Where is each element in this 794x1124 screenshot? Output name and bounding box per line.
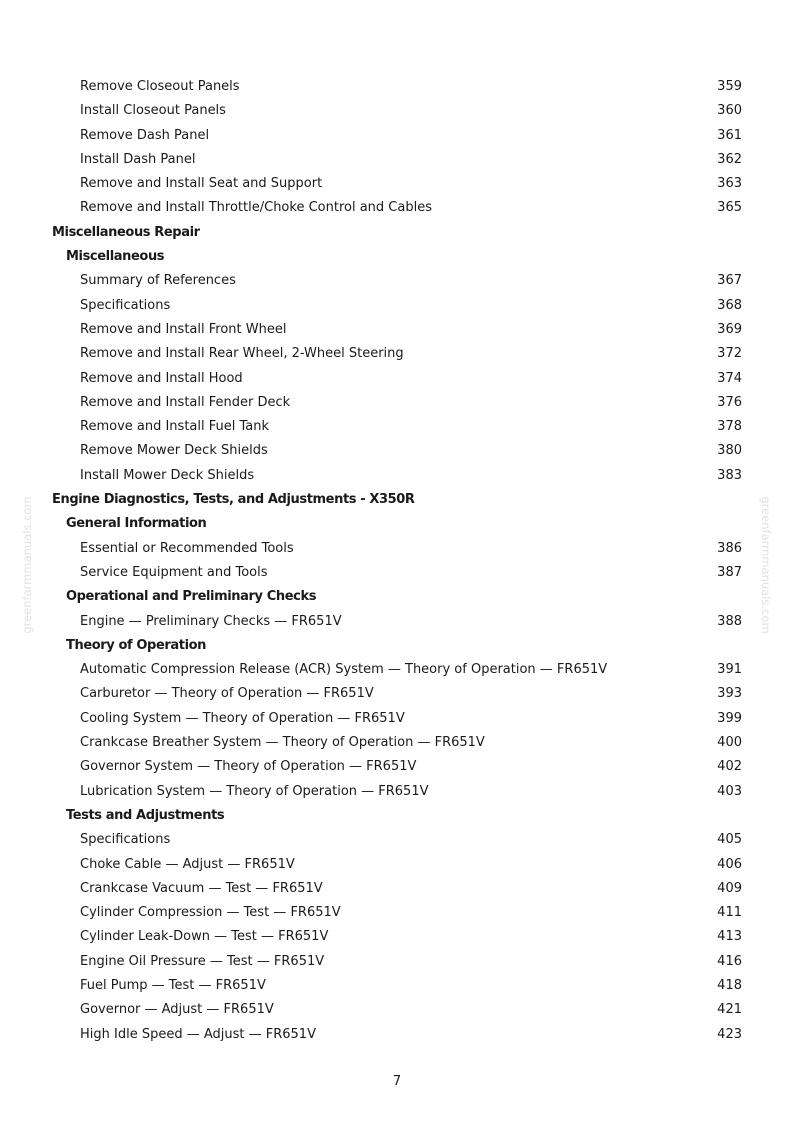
toc-entry-page: 399 bbox=[717, 710, 742, 726]
toc-entry-title: Summary of References bbox=[80, 273, 236, 289]
watermark-left: greenfarmmanuals.com bbox=[20, 496, 34, 634]
toc-entry-title: Crankcase Breather System — Theory of Operation — FR651V bbox=[80, 735, 485, 751]
toc-entry-page: 365 bbox=[717, 200, 742, 216]
toc-entry-title: Choke Cable — Adjust — FR651V bbox=[80, 856, 295, 872]
toc-entry-title: Engine — Preliminary Checks — FR651V bbox=[80, 613, 342, 629]
toc-entry[interactable] bbox=[0, 149, 794, 173]
toc-entry-page: 423 bbox=[717, 1026, 742, 1042]
toc-entry-title: Remove Dash Panel bbox=[80, 127, 210, 143]
toc-entry-page: 386 bbox=[717, 540, 742, 556]
page-number: 7 bbox=[392, 1074, 402, 1089]
toc-entry-page: 360 bbox=[717, 103, 742, 119]
toc-entry[interactable] bbox=[0, 368, 794, 392]
toc-subsection-heading bbox=[0, 805, 794, 829]
toc-entry-title: Remove and Install Fender Deck bbox=[80, 394, 291, 410]
toc-entry-title: Governor System — Theory of Operation — FR651V bbox=[80, 759, 417, 775]
toc-entry-page: 380 bbox=[717, 443, 742, 459]
toc-entry-title: Engine Oil Pressure — Test — FR651V bbox=[80, 953, 325, 969]
toc-subsection-heading bbox=[0, 246, 794, 270]
toc-entry[interactable] bbox=[0, 659, 794, 683]
toc-entry[interactable] bbox=[0, 829, 794, 853]
toc-entry-page: 409 bbox=[717, 880, 742, 896]
toc-entry-title: Carburetor — Theory of Operation — FR651V bbox=[80, 686, 374, 702]
toc-entry-title: Install Closeout Panels bbox=[80, 103, 226, 119]
toc-entry-page: 388 bbox=[717, 613, 742, 629]
toc-entry[interactable] bbox=[0, 392, 794, 416]
table-of-contents bbox=[0, 76, 794, 1048]
toc-entry-page: 363 bbox=[717, 176, 742, 192]
toc-entry[interactable] bbox=[0, 951, 794, 975]
toc-entry-title: Remove and Install Front Wheel bbox=[80, 321, 287, 337]
toc-entry-title: High Idle Speed — Adjust — FR651V bbox=[80, 1026, 316, 1042]
toc-entry-page: 416 bbox=[717, 953, 742, 969]
toc-entry-page: 374 bbox=[717, 370, 742, 386]
toc-subsection-heading bbox=[0, 513, 794, 537]
toc-entry-title: Remove Closeout Panels bbox=[80, 79, 240, 94]
toc-entry[interactable] bbox=[0, 440, 794, 464]
toc-entry[interactable] bbox=[0, 756, 794, 780]
toc-entry-title: Miscellaneous Repair bbox=[52, 224, 200, 240]
toc-entry-title: Remove and Install Throttle/Choke Control and Cables bbox=[80, 200, 432, 216]
toc-entry-page: 403 bbox=[717, 783, 742, 799]
toc-entry[interactable] bbox=[0, 878, 794, 902]
toc-entry-title: Remove Mower Deck Shields bbox=[80, 443, 268, 459]
toc-entry-title: Operational and Preliminary Checks bbox=[66, 589, 317, 605]
toc-entry[interactable] bbox=[0, 683, 794, 707]
toc-entry[interactable] bbox=[0, 781, 794, 805]
toc-entry[interactable] bbox=[0, 343, 794, 367]
toc-entry[interactable] bbox=[0, 125, 794, 149]
toc-entry[interactable] bbox=[0, 270, 794, 294]
toc-entry[interactable] bbox=[0, 611, 794, 635]
toc-entry[interactable] bbox=[0, 562, 794, 586]
toc-entry-title: Miscellaneous bbox=[66, 249, 165, 265]
toc-entry[interactable] bbox=[0, 1024, 794, 1048]
watermark-right: greenfarmmanuals.com bbox=[759, 496, 773, 634]
toc-entry[interactable] bbox=[0, 975, 794, 999]
toc-entry[interactable] bbox=[0, 319, 794, 343]
toc-entry-page: 400 bbox=[717, 735, 742, 751]
toc-entry-title: Specifications bbox=[80, 832, 171, 848]
toc-section-heading bbox=[0, 222, 794, 246]
toc-entry[interactable] bbox=[0, 854, 794, 878]
toc-entry-title: Remove and Install Hood bbox=[80, 370, 243, 386]
toc-entry-title: General Information bbox=[66, 516, 207, 532]
toc-section-heading bbox=[0, 489, 794, 513]
toc-entry[interactable] bbox=[0, 926, 794, 950]
toc-entry-page: 406 bbox=[717, 856, 742, 872]
toc-entry-title: Crankcase Vacuum — Test — FR651V bbox=[80, 880, 323, 896]
toc-entry-title: Remove and Install Rear Wheel, 2-Wheel Steering bbox=[80, 346, 404, 362]
toc-entry-title: Cylinder Compression — Test — FR651V bbox=[80, 905, 341, 921]
toc-entry[interactable] bbox=[0, 708, 794, 732]
toc-entry[interactable] bbox=[0, 100, 794, 124]
toc-entry-title: Fuel Pump — Test — FR651V bbox=[80, 977, 266, 993]
toc-entry-title: Lubrication System — Theory of Operation — FR651V bbox=[80, 783, 429, 799]
toc-entry-page: 421 bbox=[717, 1002, 742, 1018]
toc-entry-page: 368 bbox=[717, 297, 742, 313]
toc-entry-title: Theory of Operation bbox=[66, 637, 207, 653]
toc-entry-page: 359 bbox=[717, 79, 742, 94]
toc-subsection-heading bbox=[0, 635, 794, 659]
toc-entry-page: 369 bbox=[717, 321, 742, 337]
toc-entry-title: Tests and Adjustments bbox=[66, 807, 225, 823]
toc-entry-page: 405 bbox=[717, 832, 742, 848]
toc-entry[interactable] bbox=[0, 416, 794, 440]
toc-entry-title: Governor — Adjust — FR651V bbox=[80, 1002, 274, 1018]
toc-entry-page: 378 bbox=[717, 419, 742, 435]
toc-entry[interactable] bbox=[0, 173, 794, 197]
toc-entry-title: Service Equipment and Tools bbox=[80, 564, 268, 580]
toc-entry-title: Cylinder Leak-Down — Test — FR651V bbox=[80, 929, 329, 945]
toc-entry[interactable] bbox=[0, 732, 794, 756]
toc-entry-page: 361 bbox=[717, 127, 742, 143]
toc-entry-page: 411 bbox=[717, 905, 742, 921]
toc-entry-title: Install Mower Deck Shields bbox=[80, 467, 255, 483]
toc-entry-page: 418 bbox=[717, 977, 742, 993]
toc-entry-page: 402 bbox=[717, 759, 742, 775]
toc-entry-page: 383 bbox=[717, 467, 742, 483]
toc-entry-title: Remove and Install Fuel Tank bbox=[80, 419, 270, 435]
toc-subsection-heading bbox=[0, 586, 794, 610]
toc-entry-title: Essential or Recommended Tools bbox=[80, 540, 294, 556]
toc-entry-title: Engine Diagnostics, Tests, and Adjustments - X350R bbox=[52, 492, 415, 508]
toc-entry[interactable] bbox=[0, 465, 794, 489]
toc-entry-page: 413 bbox=[717, 929, 742, 945]
toc-entry-title: Install Dash Panel bbox=[80, 151, 196, 167]
toc-entry[interactable] bbox=[0, 197, 794, 221]
toc-entry-page: 391 bbox=[717, 662, 742, 678]
toc-entry[interactable] bbox=[0, 538, 794, 562]
toc-entry-page: 387 bbox=[717, 564, 742, 580]
toc-entry-title: Cooling System — Theory of Operation — FR651V bbox=[80, 710, 405, 726]
toc-entry-page: 393 bbox=[717, 686, 742, 702]
toc-entry-title: Remove and Install Seat and Support bbox=[80, 176, 323, 192]
toc-entry-page: 372 bbox=[717, 346, 742, 362]
toc-entry-page: 362 bbox=[717, 151, 742, 167]
toc-entry-title: Specifications bbox=[80, 297, 171, 313]
toc-entry[interactable] bbox=[0, 999, 794, 1023]
toc-entry[interactable] bbox=[0, 295, 794, 319]
toc-entry-page: 367 bbox=[717, 273, 742, 289]
toc-entry[interactable] bbox=[0, 76, 794, 100]
toc-entry[interactable] bbox=[0, 902, 794, 926]
toc-entry-title: Automatic Compression Release (ACR) System — Theory of Operation — FR651V bbox=[80, 662, 608, 678]
toc-entry-page: 376 bbox=[717, 394, 742, 410]
